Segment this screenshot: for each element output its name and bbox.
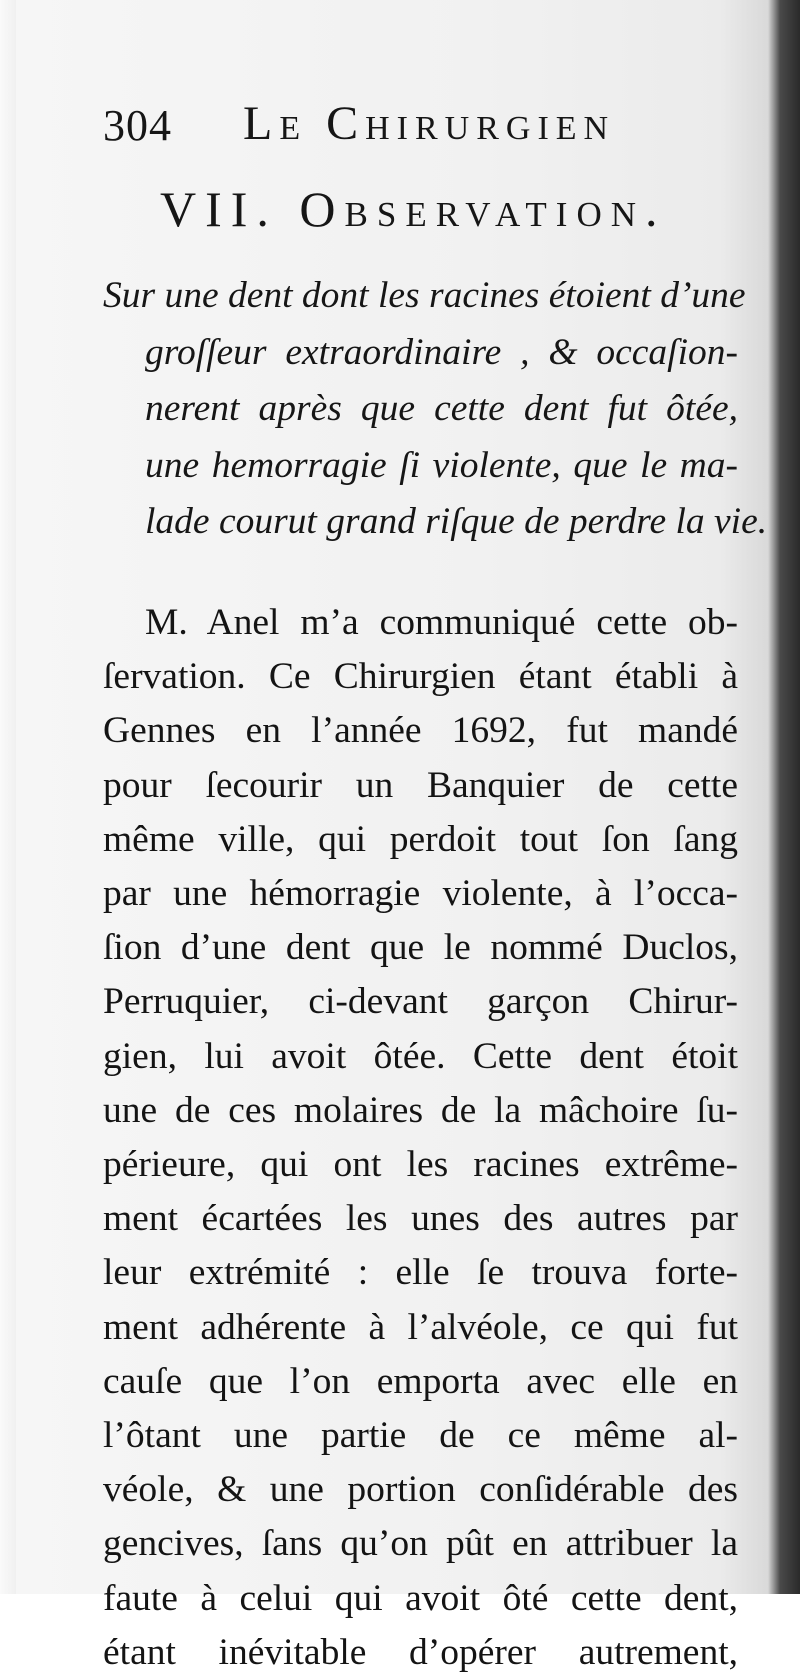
body-line: cauſe que l’on emporta avec elle en <box>103 1360 738 1402</box>
page-margin <box>0 0 16 1594</box>
body-text <box>103 596 738 1680</box>
summary-line: une hemorragie ſi violente, que le ma- <box>145 444 738 486</box>
observation-heading: VII. Observation. <box>160 181 667 237</box>
body-line: ment adhérente à l’alvéole, ce qui fut <box>103 1306 738 1348</box>
body-line: véole, & une portion conſidérable des <box>103 1469 738 1511</box>
body-line: ſervation. Ce Chirurgien étant établi à <box>103 656 738 698</box>
body-line: leur extrémité : elle ſe trouva forte- <box>103 1252 738 1294</box>
observation-summary <box>103 268 768 551</box>
body-line: Gennes en l’année 1692, fut mandé <box>103 710 738 752</box>
body-line: ment écartées les unes des autres par <box>103 1198 738 1240</box>
page-header <box>103 92 663 152</box>
body-line: périeure, qui ont les racines extrême- <box>103 1144 738 1186</box>
body-line: M. Anel m’a communiqué cette ob- <box>145 602 738 643</box>
summary-line: nerent après que cette dent fut ôtée, <box>145 388 738 429</box>
body-line: une de ces molaires de la mâchoire ſu- <box>103 1089 738 1131</box>
body-line: par une hémorragie violente, à l’occa- <box>103 873 738 915</box>
summary-line: Sur une dent dont les racines étoient d’une <box>103 275 746 316</box>
body-line: faute à celui qui avoit ôté cette dent, <box>103 1577 738 1619</box>
body-line: Perruquier, ci-devant garçon Chirur- <box>103 981 738 1023</box>
body-line: pour ſecourir un Banquier de cette <box>103 764 738 806</box>
body-line: gien, lui avoit ôtée. Cette dent étoit <box>103 1035 738 1077</box>
body-line: l’ôtant une partie de ce même al- <box>103 1415 738 1457</box>
summary-line: lade courut grand riſque de perdre la vie. <box>145 501 768 542</box>
summary-line: groſſeur extraordinaire , & occaſion- <box>145 331 738 373</box>
running-title: Le Chirurgien <box>243 97 616 150</box>
body-line: gencives, ſans qu’on pût en attribuer la <box>103 1523 738 1565</box>
page-number: 304 <box>103 101 172 150</box>
body-line: ſion d’une dent que le nommé Duclos, <box>103 927 738 969</box>
body-line: étant inévitable d’opérer autrement, <box>103 1631 738 1673</box>
body-line: même ville, qui perdoit tout ſon ſang <box>103 818 738 860</box>
